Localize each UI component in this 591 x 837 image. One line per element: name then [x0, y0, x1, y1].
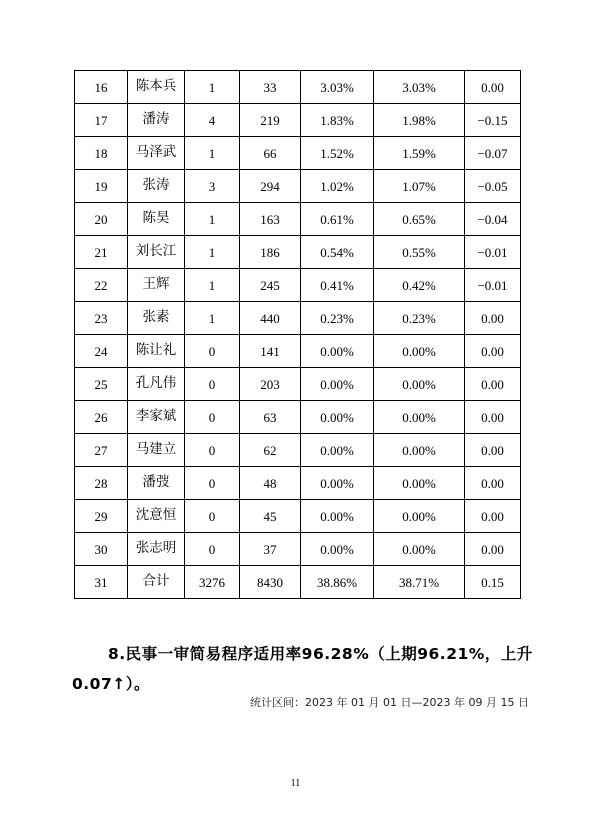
total-cell: 33 [240, 71, 301, 104]
change-cell: 0.00 [465, 368, 521, 401]
row-number-cell: 29 [75, 500, 128, 533]
change-cell: −0.04 [465, 203, 521, 236]
count-cell: 1 [185, 203, 240, 236]
count-cell: 0 [185, 467, 240, 500]
change-cell: −0.15 [465, 104, 521, 137]
name-cell: 马泽武 [128, 137, 185, 170]
table-row [75, 203, 521, 236]
total-cell: 37 [240, 533, 301, 566]
row-number-cell: 27 [75, 434, 128, 467]
previous-rate-cell: 0.00% [374, 401, 465, 434]
name-cell: 陈本兵 [128, 71, 185, 104]
previous-rate-cell: 0.00% [374, 533, 465, 566]
count-cell: 0 [185, 368, 240, 401]
rate-cell: 0.00% [301, 401, 374, 434]
count-cell: 4 [185, 104, 240, 137]
total-cell: 440 [240, 302, 301, 335]
name-cell: 陈让礼 [128, 335, 185, 368]
previous-rate-cell: 38.71% [374, 566, 465, 599]
previous-rate-cell: 0.00% [374, 500, 465, 533]
total-cell: 48 [240, 467, 301, 500]
table-row [75, 368, 521, 401]
table-row [75, 170, 521, 203]
change-cell: −0.07 [465, 137, 521, 170]
previous-rate-cell: 1.07% [374, 170, 465, 203]
total-cell: 245 [240, 269, 301, 302]
row-number-cell: 30 [75, 533, 128, 566]
change-cell: −0.05 [465, 170, 521, 203]
row-number-cell: 31 [75, 566, 128, 599]
rate-cell: 0.23% [301, 302, 374, 335]
row-number-cell: 22 [75, 269, 128, 302]
name-cell: 陈昊 [128, 203, 185, 236]
table-row [75, 302, 521, 335]
count-cell: 3276 [185, 566, 240, 599]
total-cell: 141 [240, 335, 301, 368]
rate-cell: 0.54% [301, 236, 374, 269]
rate-cell: 0.00% [301, 335, 374, 368]
statistics-table [74, 70, 521, 599]
change-cell: 0.00 [465, 302, 521, 335]
row-number-cell: 26 [75, 401, 128, 434]
rate-cell: 0.00% [301, 533, 374, 566]
rate-cell: 0.61% [301, 203, 374, 236]
name-cell: 李家斌 [128, 401, 185, 434]
change-cell: 0.00 [465, 500, 521, 533]
rate-cell: 0.41% [301, 269, 374, 302]
previous-rate-cell: 1.98% [374, 104, 465, 137]
change-cell: 0.00 [465, 71, 521, 104]
name-cell: 刘长江 [128, 236, 185, 269]
rate-cell: 1.83% [301, 104, 374, 137]
table-row [75, 566, 521, 599]
change-cell: 0.00 [465, 533, 521, 566]
table-row [75, 434, 521, 467]
total-cell: 186 [240, 236, 301, 269]
name-cell: 王辉 [128, 269, 185, 302]
previous-rate-cell: 0.00% [374, 434, 465, 467]
previous-rate-cell: 3.03% [374, 71, 465, 104]
previous-rate-cell: 0.42% [374, 269, 465, 302]
row-number-cell: 17 [75, 104, 128, 137]
count-cell: 0 [185, 533, 240, 566]
total-cell: 8430 [240, 566, 301, 599]
row-number-cell: 20 [75, 203, 128, 236]
name-cell: 马建立 [128, 434, 185, 467]
row-number-cell: 19 [75, 170, 128, 203]
table-row [75, 269, 521, 302]
count-cell: 1 [185, 236, 240, 269]
row-number-cell: 18 [75, 137, 128, 170]
change-cell: −0.01 [465, 236, 521, 269]
change-cell: 0.00 [465, 335, 521, 368]
table-row [75, 500, 521, 533]
count-cell: 0 [185, 434, 240, 467]
count-cell: 0 [185, 401, 240, 434]
change-cell: 0.15 [465, 566, 521, 599]
name-cell: 张志明 [128, 533, 185, 566]
name-cell: 孔凡伟 [128, 368, 185, 401]
rate-cell: 0.00% [301, 368, 374, 401]
previous-rate-cell: 0.00% [374, 467, 465, 500]
count-cell: 3 [185, 170, 240, 203]
count-cell: 1 [185, 71, 240, 104]
table-row [75, 533, 521, 566]
table-row [75, 104, 521, 137]
table-row [75, 236, 521, 269]
rate-cell: 1.52% [301, 137, 374, 170]
name-cell: 潘弢 [128, 467, 185, 500]
previous-rate-cell: 0.23% [374, 302, 465, 335]
previous-rate-cell: 0.65% [374, 203, 465, 236]
row-number-cell: 16 [75, 71, 128, 104]
table-row [75, 137, 521, 170]
rate-cell: 3.03% [301, 71, 374, 104]
row-number-cell: 25 [75, 368, 128, 401]
name-cell: 合计 [128, 566, 185, 599]
name-cell: 张素 [128, 302, 185, 335]
count-cell: 0 [185, 500, 240, 533]
table-row [75, 335, 521, 368]
previous-rate-cell: 0.55% [374, 236, 465, 269]
rate-cell: 0.00% [301, 434, 374, 467]
count-cell: 1 [185, 269, 240, 302]
change-cell: −0.01 [465, 269, 521, 302]
rate-cell: 38.86% [301, 566, 374, 599]
rate-cell: 1.02% [301, 170, 374, 203]
row-number-cell: 23 [75, 302, 128, 335]
total-cell: 45 [240, 500, 301, 533]
change-cell: 0.00 [465, 401, 521, 434]
table-row [75, 467, 521, 500]
change-cell: 0.00 [465, 434, 521, 467]
table-row [75, 71, 521, 104]
count-cell: 1 [185, 302, 240, 335]
change-cell: 0.00 [465, 467, 521, 500]
total-cell: 203 [240, 368, 301, 401]
total-cell: 62 [240, 434, 301, 467]
table-body [75, 71, 521, 599]
previous-rate-cell: 0.00% [374, 368, 465, 401]
total-cell: 163 [240, 203, 301, 236]
name-cell: 张涛 [128, 170, 185, 203]
rate-cell: 0.00% [301, 500, 374, 533]
rate-cell: 0.00% [301, 467, 374, 500]
previous-rate-cell: 1.59% [374, 137, 465, 170]
statistics-range: 统计区间：2023 年 01 月 01 日—2023 年 09 月 15 日 [250, 696, 529, 709]
row-number-cell: 21 [75, 236, 128, 269]
count-cell: 1 [185, 137, 240, 170]
name-cell: 潘涛 [128, 104, 185, 137]
count-cell: 0 [185, 335, 240, 368]
table-row [75, 401, 521, 434]
page-number: 11 [290, 778, 301, 789]
name-cell: 沈意恒 [128, 500, 185, 533]
total-cell: 219 [240, 104, 301, 137]
summary-paragraph: 8.民事一审简易程序适用率96.28%（上期96.21%，上升0.07↑）。 [72, 645, 533, 693]
row-number-cell: 24 [75, 335, 128, 368]
total-cell: 63 [240, 401, 301, 434]
previous-rate-cell: 0.00% [374, 335, 465, 368]
total-cell: 294 [240, 170, 301, 203]
total-cell: 66 [240, 137, 301, 170]
row-number-cell: 28 [75, 467, 128, 500]
